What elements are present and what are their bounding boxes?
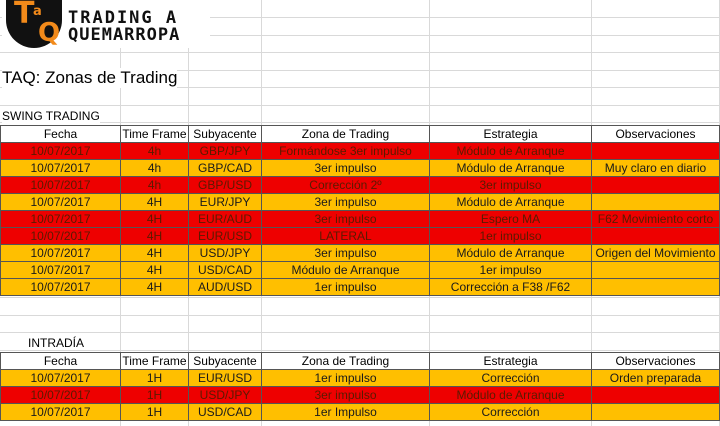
grid-row-line (0, 122, 720, 123)
header-observaciones[interactable]: Observaciones (592, 353, 720, 370)
cell-zona-de-trading[interactable]: Formándose 3er impulso (262, 143, 430, 160)
cell-observaciones[interactable]: Muy claro en diario (592, 160, 720, 177)
header-time-frame[interactable]: Time Frame (122, 354, 187, 368)
table-row (1, 160, 720, 177)
cell-fecha[interactable]: 10/07/2017 (1, 211, 121, 228)
cell-time-frame[interactable]: 4h (121, 160, 189, 177)
logo-mark-a: a (33, 4, 42, 19)
table-row (1, 194, 720, 211)
cell-subyacente[interactable]: EUR/USD (189, 228, 262, 245)
table-row (1, 370, 720, 387)
header-fecha[interactable]: Fecha (1, 353, 121, 370)
header-observaciones[interactable]: Observaciones (592, 126, 720, 143)
cell-subyacente[interactable]: USD/CAD (189, 404, 262, 421)
cell-estrategia[interactable]: Corrección (430, 370, 592, 387)
cell-subyacente[interactable]: USD/JPY (189, 387, 262, 404)
cell-subyacente[interactable]: EUR/JPY (189, 194, 262, 211)
cell-fecha[interactable]: 10/07/2017 (1, 370, 121, 387)
cell-estrategia[interactable]: Espero MA (430, 211, 592, 228)
cell-zona-de-trading[interactable]: Módulo de Arranque (262, 262, 430, 279)
intraday-section-title: INTRADÍA (28, 336, 85, 350)
cell-subyacente[interactable]: USD/JPY (189, 245, 262, 262)
header-fecha[interactable]: Fecha (1, 126, 121, 143)
cell-observaciones[interactable] (592, 262, 720, 279)
header-subyacente[interactable]: Subyacente (189, 126, 262, 143)
cell-zona-de-trading[interactable]: 3er impulso (262, 194, 430, 211)
table-row (1, 262, 720, 279)
cell-zona-de-trading[interactable]: Corrección 2º (262, 177, 430, 194)
table-row (1, 211, 720, 228)
cell-fecha[interactable]: 10/07/2017 (1, 228, 121, 245)
cell-subyacente[interactable]: GBP/CAD (189, 160, 262, 177)
cell-time-frame[interactable]: 1H (121, 404, 189, 421)
header-zona-de-trading[interactable]: Zona de Trading (262, 353, 430, 370)
cell-zona-de-trading[interactable]: 3er impulso (262, 160, 430, 177)
cell-observaciones[interactable] (592, 279, 720, 296)
cell-zona-de-trading[interactable]: 1er impulso (262, 279, 430, 296)
cell-zona-de-trading[interactable]: 3er impulso (262, 387, 430, 404)
cell-estrategia[interactable]: Corrección a F38 /F62 (430, 279, 592, 296)
cell-subyacente[interactable]: GBP/JPY (189, 143, 262, 160)
table-row (1, 387, 720, 404)
swing-trading-table (0, 125, 720, 296)
table-row (1, 245, 720, 262)
cell-estrategia[interactable]: Módulo de Arranque (430, 245, 592, 262)
cell-fecha[interactable]: 10/07/2017 (1, 262, 121, 279)
cell-estrategia[interactable]: Módulo de Arranque (430, 387, 592, 404)
cell-time-frame[interactable]: 4H (121, 228, 189, 245)
grid-row-line (0, 297, 720, 298)
grid-row-line (0, 332, 720, 333)
intraday-header-row (1, 353, 720, 370)
cell-time-frame[interactable]: 4H (121, 211, 189, 228)
cell-estrategia[interactable]: 1er impulso (430, 262, 592, 279)
cell-estrategia[interactable]: Módulo de Arranque (430, 160, 592, 177)
grid-row-line (0, 315, 720, 316)
cell-subyacente[interactable]: AUD/USD (189, 279, 262, 296)
header-zona-de-trading[interactable]: Zona de Trading (262, 126, 430, 143)
grid-row-line (0, 52, 720, 53)
grid-row-line (0, 350, 720, 351)
logo-text-line1: TRADING A (68, 8, 179, 28)
cell-observaciones[interactable] (592, 194, 720, 211)
cell-estrategia[interactable]: Módulo de Arranque (430, 194, 592, 211)
swing-header-row (1, 126, 720, 143)
cell-observaciones[interactable] (592, 404, 720, 421)
logo-text-line2: QUEMARROPA (68, 25, 181, 45)
cell-fecha[interactable]: 10/07/2017 (1, 143, 121, 160)
cell-fecha[interactable]: 10/07/2017 (1, 194, 121, 211)
cell-estrategia[interactable]: 3er impulso (430, 177, 592, 194)
header-time-frame[interactable]: Time Frame (122, 127, 187, 141)
grid-row-line (0, 105, 720, 106)
cell-fecha[interactable]: 10/07/2017 (1, 404, 121, 421)
cell-fecha[interactable]: 10/07/2017 (1, 160, 121, 177)
cell-observaciones[interactable] (592, 387, 720, 404)
cell-observaciones[interactable] (592, 177, 720, 194)
cell-estrategia[interactable]: Módulo de Arranque (430, 143, 592, 160)
cell-fecha[interactable]: 10/07/2017 (1, 245, 121, 262)
cell-zona-de-trading[interactable]: 3er impulso (262, 245, 430, 262)
cell-observaciones[interactable] (592, 143, 720, 160)
cell-time-frame[interactable]: 4H (121, 245, 189, 262)
table-row (1, 228, 720, 245)
cell-time-frame[interactable]: 4H (121, 194, 189, 211)
cell-time-frame[interactable]: 1H (121, 370, 189, 387)
header-estrategia[interactable]: Estrategia (430, 353, 592, 370)
cell-subyacente[interactable]: USD/CAD (189, 262, 262, 279)
cell-time-frame[interactable]: 4H (121, 262, 189, 279)
header-subyacente[interactable]: Subyacente (189, 353, 262, 370)
page-title: TAQ: Zonas de Trading (2, 68, 178, 87)
cell-time-frame[interactable]: 4h (121, 143, 189, 160)
cell-time-frame[interactable]: 4h (121, 177, 189, 194)
logo-mark-q: Q (38, 18, 61, 48)
cell-subyacente[interactable]: EUR/AUD (189, 211, 262, 228)
cell-estrategia[interactable]: Corrección (430, 404, 592, 421)
table-row (1, 404, 720, 421)
logo-mark-t: T (14, 0, 35, 31)
cell-fecha[interactable]: 10/07/2017 (1, 387, 121, 404)
table-row (1, 143, 720, 160)
table-row (1, 279, 720, 296)
table-row (1, 177, 720, 194)
intraday-table (0, 352, 720, 421)
cell-fecha[interactable]: 10/07/2017 (1, 279, 121, 296)
header-estrategia[interactable]: Estrategia (430, 126, 592, 143)
cell-observaciones[interactable]: F62 Movimiento corto (592, 211, 720, 228)
cell-observaciones[interactable]: Origen del Movimiento (592, 245, 720, 262)
cell-subyacente[interactable]: EUR/USD (189, 370, 262, 387)
cell-zona-de-trading[interactable]: 1er impulso (262, 370, 430, 387)
cell-time-frame[interactable]: 4H (121, 279, 189, 296)
swing-section-title: SWING TRADING (2, 109, 100, 123)
cell-time-frame[interactable]: 1H (121, 387, 189, 404)
cell-subyacente[interactable]: GBP/USD (189, 177, 262, 194)
cell-zona-de-trading[interactable]: 3er impulso (262, 211, 430, 228)
cell-zona-de-trading[interactable]: LATERAL (262, 228, 430, 245)
cell-estrategia[interactable]: 1er impulso (430, 228, 592, 245)
logo (2, 0, 210, 48)
cell-observaciones[interactable] (592, 228, 720, 245)
cell-zona-de-trading[interactable]: 1er Impulso (262, 404, 430, 421)
logo-mark (6, 0, 62, 48)
cell-observaciones[interactable]: Orden preparada (592, 370, 720, 387)
cell-fecha[interactable]: 10/07/2017 (1, 177, 121, 194)
